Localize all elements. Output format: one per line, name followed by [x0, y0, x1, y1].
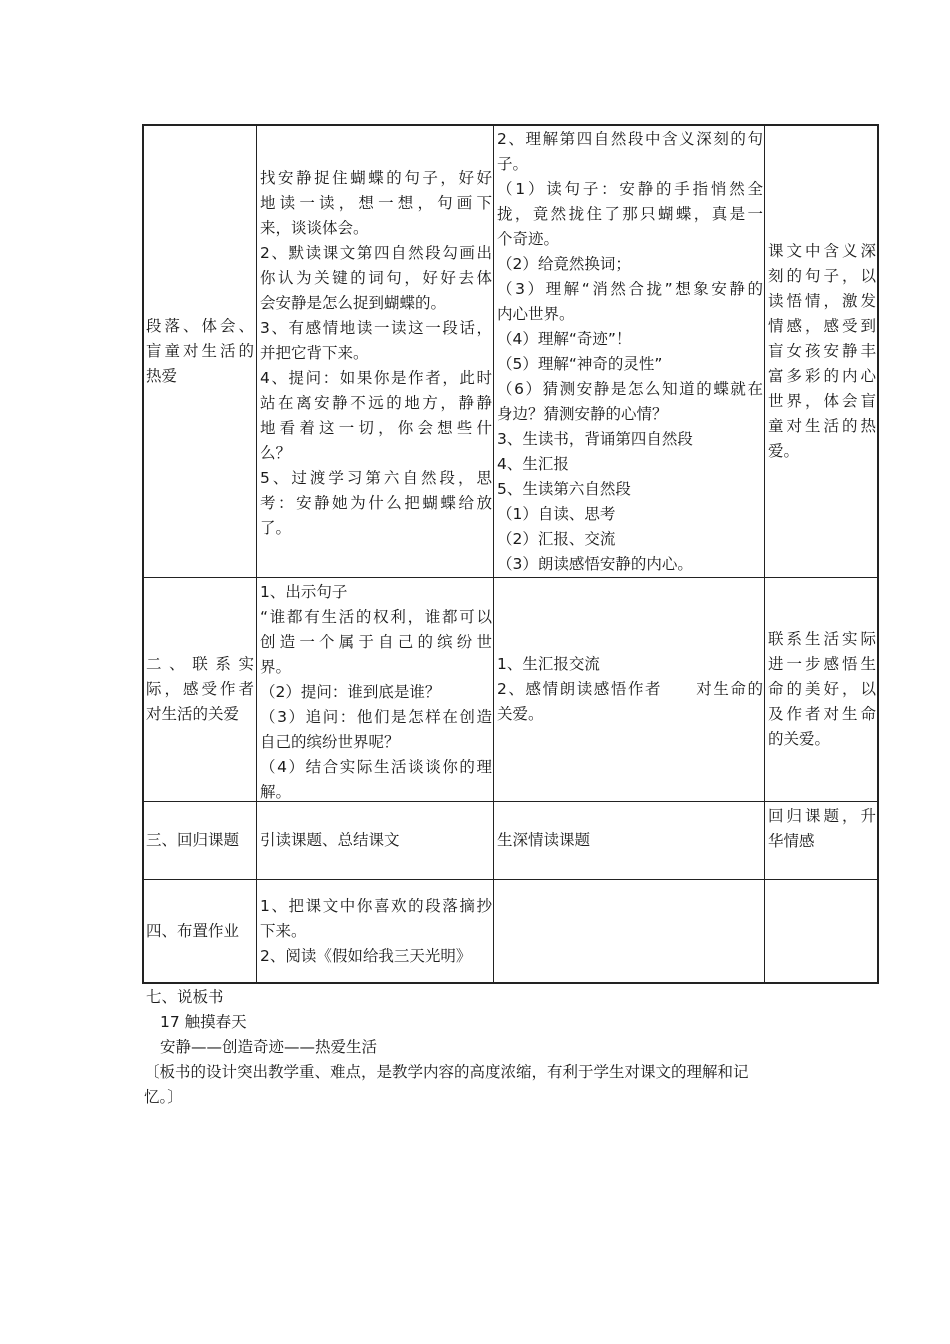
board-line: 安静——创造奇迹——热爱生活	[160, 1038, 378, 1056]
note-line: 〔板书的设计突出教学重、难点，是教学内容的高度浓缩，有利于学生对课文的理解和记	[144, 1063, 749, 1081]
student-activity-line: 5、生读第六自然段	[497, 480, 631, 498]
section-title: 七、说板书	[146, 988, 224, 1006]
student-activity-cell	[495, 880, 765, 982]
teacher-activity-cell	[258, 880, 494, 982]
note-line: 忆。〕	[144, 1088, 183, 1106]
stage-cell	[144, 880, 256, 982]
stage-line: 三、回归课题	[146, 831, 240, 849]
teacher-activity-line: 创造一个属于自己的缤纷世	[260, 633, 492, 651]
teacher-activity-line: （3）追问：他们是怎样在创造	[260, 708, 492, 726]
teacher-activity-line: 4、提问：如果你是作者，此时	[260, 369, 492, 387]
teacher-activity-line: “谁都有生活的权利，谁都可以	[260, 608, 492, 626]
board-title: 17 触摸春天	[160, 1013, 247, 1031]
design-intent-line: 课文中含义深	[768, 242, 876, 260]
student-activity-line: 3、生读书，背诵第四自然段	[497, 430, 693, 448]
design-intent-line: 盲女孩安静丰	[768, 342, 876, 360]
stage-cell	[144, 802, 256, 879]
teacher-activity-line: 5、过渡学习第六自然段，思	[260, 469, 492, 487]
teacher-activity-line: 引读课题、总结课文	[260, 831, 400, 849]
teacher-activity-line: 么？	[260, 444, 292, 462]
student-activity-line: （6）猜测安静是怎么知道的蝶就在	[497, 380, 763, 398]
design-intent-line: 情感，感受到	[768, 317, 876, 335]
stage-line: 对生活的关爱	[146, 705, 240, 723]
teacher-activity-line: 了。	[260, 519, 292, 537]
teacher-activity-line: 站在离安静不远的地方，静静	[260, 394, 492, 412]
teacher-activity-line: 会安静是怎么捉到蝴蝶的。	[260, 294, 447, 312]
teacher-activity-line: 3、有感情地读一读这一段话，	[260, 319, 492, 337]
student-activity-cell	[495, 802, 765, 879]
teacher-activity-line: 1、把课文中你喜欢的段落摘抄	[260, 896, 492, 915]
student-activity-line: （5）理解“神奇的灵性”	[497, 355, 663, 373]
teacher-activity-line: 考：安静她为什么把蝴蝶给放	[260, 494, 492, 512]
stage-line: 盲童对生活的	[146, 342, 254, 360]
teacher-activity-line: （4）结合实际生活谈谈你的理	[260, 758, 492, 776]
teacher-activity-cell	[258, 802, 494, 879]
student-activity-line: （1）自读、思考	[497, 505, 616, 523]
design-intent-line: 读悟情，激发	[768, 292, 876, 310]
lesson-plan-table	[142, 124, 879, 984]
student-activity-line: 2、感情朗读感悟作者 对生命的	[497, 680, 763, 698]
design-intent-line: 的关爱。	[768, 730, 831, 748]
teacher-activity-line: 解。	[260, 783, 292, 801]
design-intent-line: 世界，体会盲	[768, 392, 876, 410]
design-intent-line: 富多彩的内心	[768, 367, 876, 385]
design-intent-cell	[766, 880, 878, 982]
teacher-activity-cell	[258, 580, 494, 801]
student-activity-line: 个奇迹。	[497, 230, 560, 248]
student-activity-cell	[495, 578, 765, 801]
student-activity-line: 内心世界。	[497, 305, 575, 323]
design-intent-line: 刻的句子，以	[768, 267, 876, 285]
teacher-activity-line: 界。	[260, 658, 292, 676]
teacher-activity-line: 地看着这一切，你会想些什	[260, 419, 492, 437]
student-activity-line: 生深情读课题	[497, 831, 591, 849]
stage-line: 段落、体会、	[146, 317, 254, 335]
student-activity-line: （1）读句子：安静的手指悄然全	[497, 180, 763, 198]
design-intent-line: 爱。	[768, 442, 800, 460]
stage-line: 际，感受作者	[146, 680, 254, 698]
design-intent-line: 及作者对生命	[768, 705, 876, 723]
design-intent-cell	[766, 126, 878, 577]
column-divider	[256, 126, 257, 982]
teacher-activity-line: 下来。	[260, 921, 307, 940]
stage-line: 二、联系实	[146, 655, 254, 673]
student-activity-line: 4、生汇报	[497, 455, 569, 473]
student-activity-line: （3）理解“消然合拢”想象安静的	[497, 280, 763, 298]
design-intent-cell	[766, 578, 878, 801]
teacher-activity-line: 自己的缤纷世界呢？	[260, 733, 400, 751]
stage-line: 四、布置作业	[146, 921, 240, 940]
student-activity-line: （2）给竟然换词；	[497, 255, 631, 273]
student-activity-line: （3）朗读感悟安静的内心。	[497, 555, 693, 573]
stage-line: 热爱	[146, 367, 178, 385]
teacher-activity-cell	[258, 166, 494, 577]
design-intent-line: 进一步感悟生	[768, 655, 876, 673]
design-intent-line: 联系生活实际	[768, 630, 876, 648]
stage-cell	[144, 578, 256, 801]
student-activity-line: （2）汇报、交流	[497, 530, 616, 548]
design-intent-line: 回归课题，升	[768, 807, 876, 825]
student-activity-line: 2、理解第四自然段中含义深刻的句	[497, 130, 763, 148]
teacher-activity-line: 2、默读课文第四自然段勾画出	[260, 244, 492, 262]
teacher-activity-line: 2、阅读《假如给我三天光明》	[260, 946, 472, 965]
design-intent-line: 童对生活的热	[768, 417, 876, 435]
design-intent-cell	[766, 804, 878, 879]
teacher-activity-line: 来，谈谈体会。	[260, 219, 369, 237]
teacher-activity-line: 地读一读，想一想，句画下	[260, 194, 492, 212]
student-activity-line: 子。	[497, 155, 529, 173]
stage-cell	[144, 126, 256, 577]
teacher-activity-line: 并把它背下来。	[260, 344, 369, 362]
student-activity-line: （4）理解“奇迹”！	[497, 330, 632, 348]
design-intent-line: 命的美好，以	[768, 680, 876, 698]
design-intent-line: 华情感	[768, 832, 815, 850]
student-activity-cell	[495, 127, 765, 577]
student-activity-line: 关爱。	[497, 705, 544, 723]
teacher-activity-line: 1、出示句子	[260, 583, 348, 601]
teacher-activity-line: 找安静捉住蝴蝶的句子，好好	[260, 169, 492, 187]
student-activity-line: 身边？猜测安静的心情？	[497, 405, 668, 423]
student-activity-line: 拢，竟然拢住了那只蝴蝶，真是一	[497, 205, 763, 223]
teacher-activity-line: （2）提问：谁到底是谁？	[260, 683, 441, 701]
teacher-activity-line: 你认为关键的词句，好好去体	[260, 269, 492, 287]
student-activity-line: 1、生汇报交流	[497, 655, 600, 673]
